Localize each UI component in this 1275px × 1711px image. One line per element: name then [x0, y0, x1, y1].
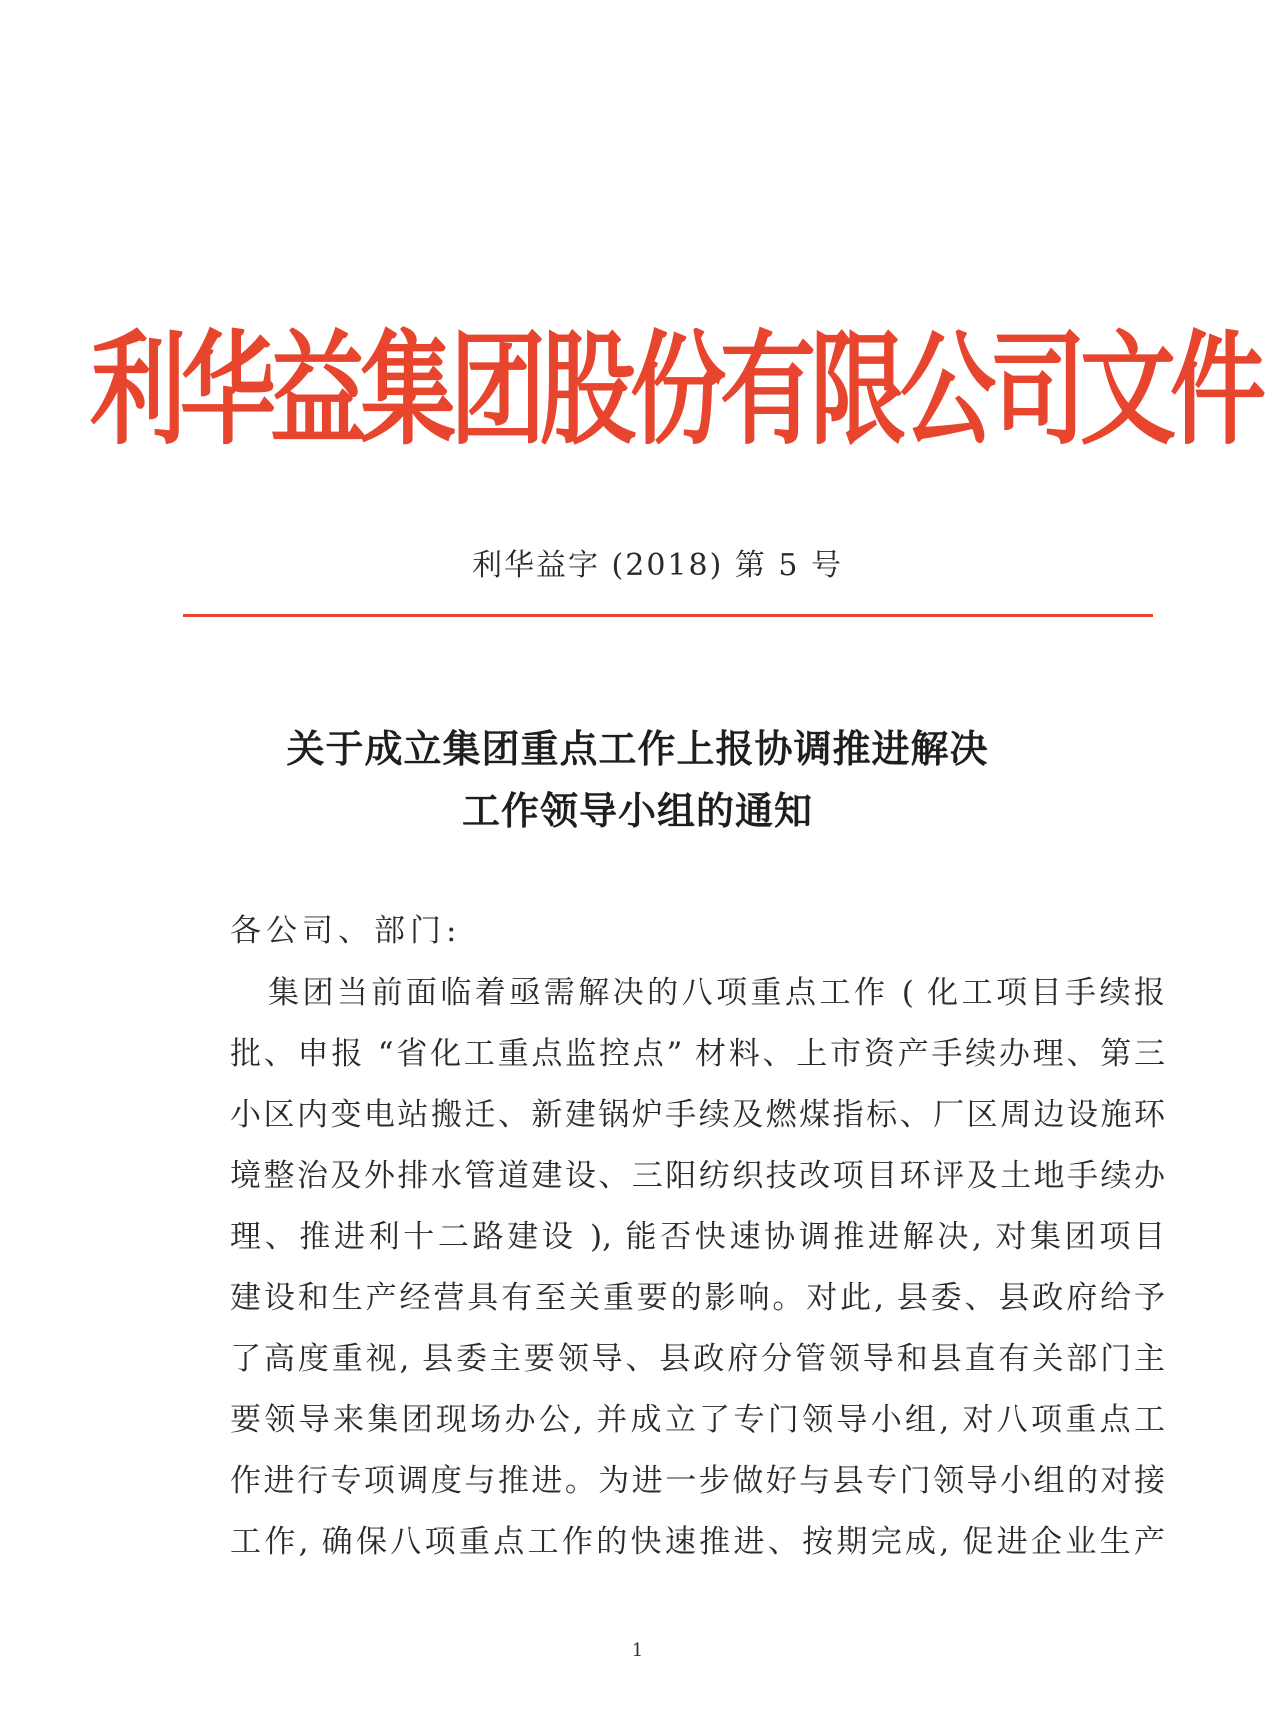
red-divider-line: [183, 614, 1153, 617]
body-paragraph-line: 要领导来集团现场办公, 并成立了专门领导小组, 对八项重点工: [230, 1402, 1165, 1438]
body-paragraph-line: 批、申报 “省化工重点监控点” 材料、上市资产手续办理、第三: [230, 1036, 1165, 1072]
document-masthead: 利华益集团股份有限公司文件: [90, 317, 1260, 462]
body-paragraph-line: 境整治及外排水管道建设、三阳纺织技改项目环评及土地手续办: [230, 1158, 1165, 1194]
document-number: 利华益字 (2018) 第 5 号: [472, 548, 843, 583]
body-paragraph-line: 作进行专项调度与推进。为进一步做好与县专门领导小组的对接: [230, 1463, 1165, 1499]
body-paragraph-line: 建设和生产经营具有至关重要的影响。对此, 县委、县政府给予: [230, 1280, 1165, 1316]
document-title-line-2: 工作领导小组的通知: [461, 789, 813, 833]
body-paragraph-line: 小区内变电站搬迁、新建锅炉手续及燃煤指标、厂区周边设施环: [230, 1097, 1165, 1133]
document-title-line-1: 关于成立集团重点工作上报协调推进解决: [286, 727, 989, 771]
body-paragraph-line: 集团当前面临着亟需解决的八项重点工作 ( 化工项目手续报: [268, 975, 1165, 1011]
salutation: 各公司、部门:: [230, 913, 462, 949]
page-number: 1: [631, 1640, 644, 1661]
body-paragraph-line: 理、推进利十二路建设 ), 能否快速协调推进解决, 对集团项目: [230, 1219, 1165, 1255]
body-paragraph-line: 工作, 确保八项重点工作的快速推进、按期完成, 促进企业生产: [230, 1524, 1165, 1560]
body-paragraph-line: 了高度重视, 县委主要领导、县政府分管领导和县直有关部门主: [230, 1341, 1165, 1377]
